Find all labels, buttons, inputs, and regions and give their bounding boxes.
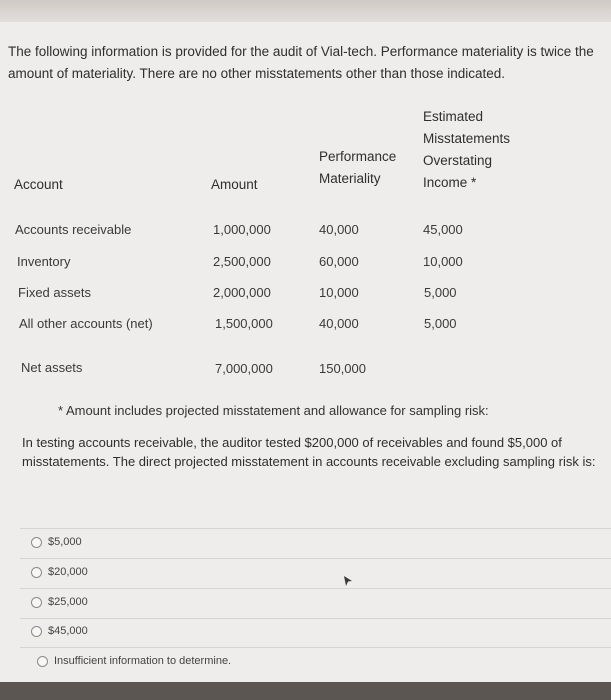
- header-est-line-4: Income *: [423, 175, 477, 190]
- header-amount: Amount: [211, 177, 258, 192]
- row-performance-materiality: 40,000: [319, 316, 359, 331]
- radio-button[interactable]: [37, 656, 48, 667]
- question-content: [0, 22, 611, 682]
- option-label: $45,000: [48, 625, 88, 637]
- answer-option[interactable]: [31, 622, 88, 640]
- header-pm-line-1: Performance: [319, 149, 397, 164]
- answer-option[interactable]: [31, 593, 88, 611]
- row-estimated-misstatement: 45,000: [423, 222, 463, 237]
- divider: [20, 618, 611, 619]
- option-label: $25,000: [48, 596, 88, 608]
- row-performance-materiality: 60,000: [319, 254, 359, 269]
- answer-option[interactable]: [31, 533, 82, 551]
- answer-option[interactable]: [31, 563, 88, 581]
- total-amount: 7,000,000: [215, 361, 273, 376]
- row-account: Inventory: [17, 254, 71, 269]
- row-estimated-misstatement: 5,000: [424, 285, 457, 300]
- radio-button[interactable]: [31, 567, 42, 578]
- radio-button[interactable]: [31, 597, 42, 608]
- header-est-line-1: Estimated: [423, 109, 484, 124]
- header-pm-line-2: Materiality: [319, 171, 381, 186]
- bottom-bar: [0, 682, 611, 700]
- option-label: $5,000: [48, 536, 82, 548]
- row-amount: 2,500,000: [213, 254, 271, 269]
- row-performance-materiality: 40,000: [319, 222, 359, 237]
- total-performance-materiality: 150,000: [319, 361, 366, 376]
- header-account: Account: [14, 177, 63, 192]
- top-bar: [0, 0, 611, 22]
- row-estimated-misstatement: 10,000: [423, 254, 463, 269]
- divider: [20, 647, 611, 648]
- header-estimated-misstatements: [423, 106, 510, 194]
- row-estimated-misstatement: 5,000: [424, 316, 457, 331]
- option-label: Insufficient information to determine.: [54, 655, 232, 667]
- divider: [20, 558, 611, 559]
- header-est-line-2: Misstatements: [423, 131, 511, 146]
- header-est-line-3: Overstating: [423, 153, 493, 168]
- row-performance-materiality: 10,000: [319, 285, 359, 300]
- header-performance-materiality: [319, 146, 396, 190]
- question-text: In testing accounts receivable, the auditor tested $200,000 of receivables and found $5,000 of misstatements. The direct projected misstatement in accounts receivable excluding sampling risk is:: [22, 435, 596, 469]
- row-account: Accounts receivable: [15, 222, 132, 237]
- row-amount: 2,000,000: [213, 285, 271, 300]
- divider: [20, 588, 611, 589]
- radio-button[interactable]: [31, 537, 42, 548]
- row-amount: 1,000,000: [213, 222, 271, 237]
- row-amount: 1,500,000: [215, 316, 273, 331]
- footnote: * Amount includes projected misstatement and allowance for sampling risk:: [58, 403, 489, 418]
- mouse-cursor-icon: [343, 575, 353, 587]
- intro-line-1: The following information is provided for the audit of Vial-tech. Performance materiality is twice the: [8, 44, 594, 59]
- row-account: Fixed assets: [18, 285, 91, 300]
- option-label: $20,000: [48, 566, 88, 578]
- answer-option[interactable]: [37, 652, 231, 670]
- radio-button[interactable]: [31, 626, 42, 637]
- intro-text: [8, 41, 611, 85]
- row-account: All other accounts (net): [19, 316, 153, 331]
- total-account: Net assets: [21, 360, 83, 375]
- divider: [20, 528, 611, 529]
- intro-line-2: amount of materiality. There are no other misstatements other than those indicated.: [8, 66, 506, 81]
